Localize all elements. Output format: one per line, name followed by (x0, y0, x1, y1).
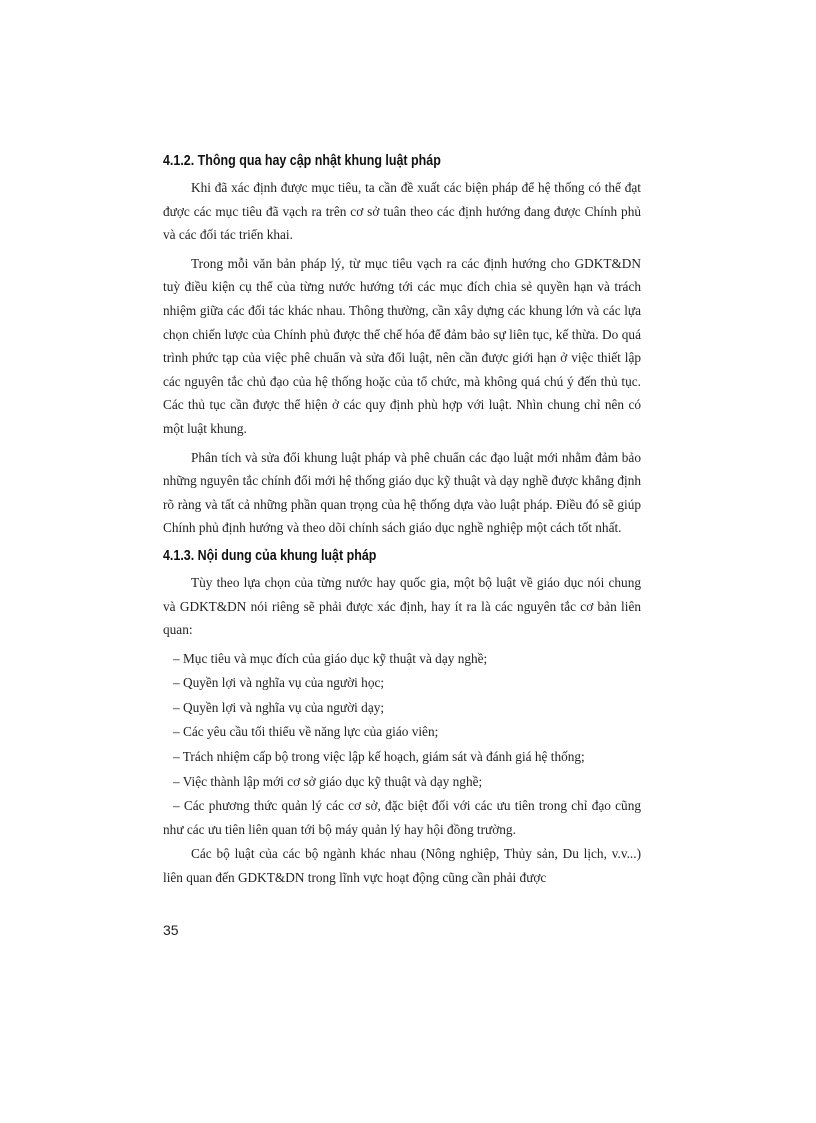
paragraph: Khi đã xác định được mục tiêu, ta cần đề xuất các biện pháp để hệ thống có thể đạt được các mục tiêu đã vạch ra trên cơ sở tuân theo các định hướng đang được Chính phủ và các đối tác triển khai. (163, 180, 641, 243)
list-item: – Các yêu cầu tối thiểu về năng lực của giáo viên; (173, 724, 439, 740)
page-number: 35 (163, 922, 179, 938)
paragraph: Trong mỗi văn bản pháp lý, từ mục tiêu vạch ra các định hướng cho GDKT&DN tuỳ điều kiện cụ thể của từng nước hướng tới các mục đích chia sẻ quyền hạn và trách nhiệm giữa các đối tác khác nhau. Thông thường, cần xây dựng các khung lớn và các lựa chọn chiến lược của Chính phủ được thể chế hóa để đảm bảo sự liên tục, kế thừa. Do quá trình phức tạp của việc phê chuẩn và sửa đổi luật, nên cần được giới hạn ở việc thiết lập các nguyên tắc chủ đạo của hệ thống hoặc của tổ chức, mà không quá chú ý đến thủ tục. Các thủ tục cần được thể hiện ở các quy định phù hợp với luật. Nhìn chung chỉ nên có một luật khung. (163, 255, 641, 436)
paragraph: Phân tích và sửa đổi khung luật pháp và phê chuẩn các đạo luật mới nhằm đảm bảo những nguyên tắc chính đổi mới hệ thống giáo dục kỹ thuật và dạy nghề được khẳng định rõ ràng và tất cả những phần quan trọng của hệ thống dựa vào luật pháp. Điều đó sẽ giúp Chính phủ định hướng và theo dõi chính sách giáo dục nghề nghiệp một cách tốt nhất. (163, 449, 641, 536)
list-item: – Mục tiêu và mục đích của giáo dục kỹ thuật và dạy nghề; (173, 650, 488, 666)
section-heading-4-1-3: 4.1.3. Nội dung của khung luật pháp (163, 547, 377, 564)
list-item: – Quyền lợi và nghĩa vụ của người học; (173, 675, 385, 691)
list-item: – Trách nhiệm cấp bộ trong việc lập kế hoạch, giám sát và đánh giá hệ thống; (173, 749, 585, 765)
list-item: – Quyền lợi và nghĩa vụ của người dạy; (173, 699, 385, 715)
page-content (163, 150, 641, 895)
section-heading-4-1-2: 4.1.2. Thông qua hay cập nhật khung luật pháp (163, 153, 441, 169)
list-item: – Các phương thức quản lý các cơ sở, đặc biệt đối với các ưu tiên trong chỉ đạo cũng như các ưu tiên liên quan tới bộ máy quản lý hay hội đồng trường. (163, 798, 641, 837)
paragraph: Các bộ luật của các bộ ngành khác nhau (Nông nghiệp, Thủy sản, Du lịch, v.v...) liên quan đến GDKT&DN trong lĩnh vực hoạt động cũng cần phải được (163, 846, 641, 886)
paragraph: Tùy theo lựa chọn của từng nước hay quốc gia, một bộ luật về giáo dục nói chung và GDKT&DN nói riêng sẽ phải được xác định, hay ít ra là các nguyên tắc cơ bản liên quan: (163, 574, 641, 638)
list-item: – Việc thành lập mới cơ sở giáo dục kỹ thuật và dạy nghề; (173, 773, 483, 789)
